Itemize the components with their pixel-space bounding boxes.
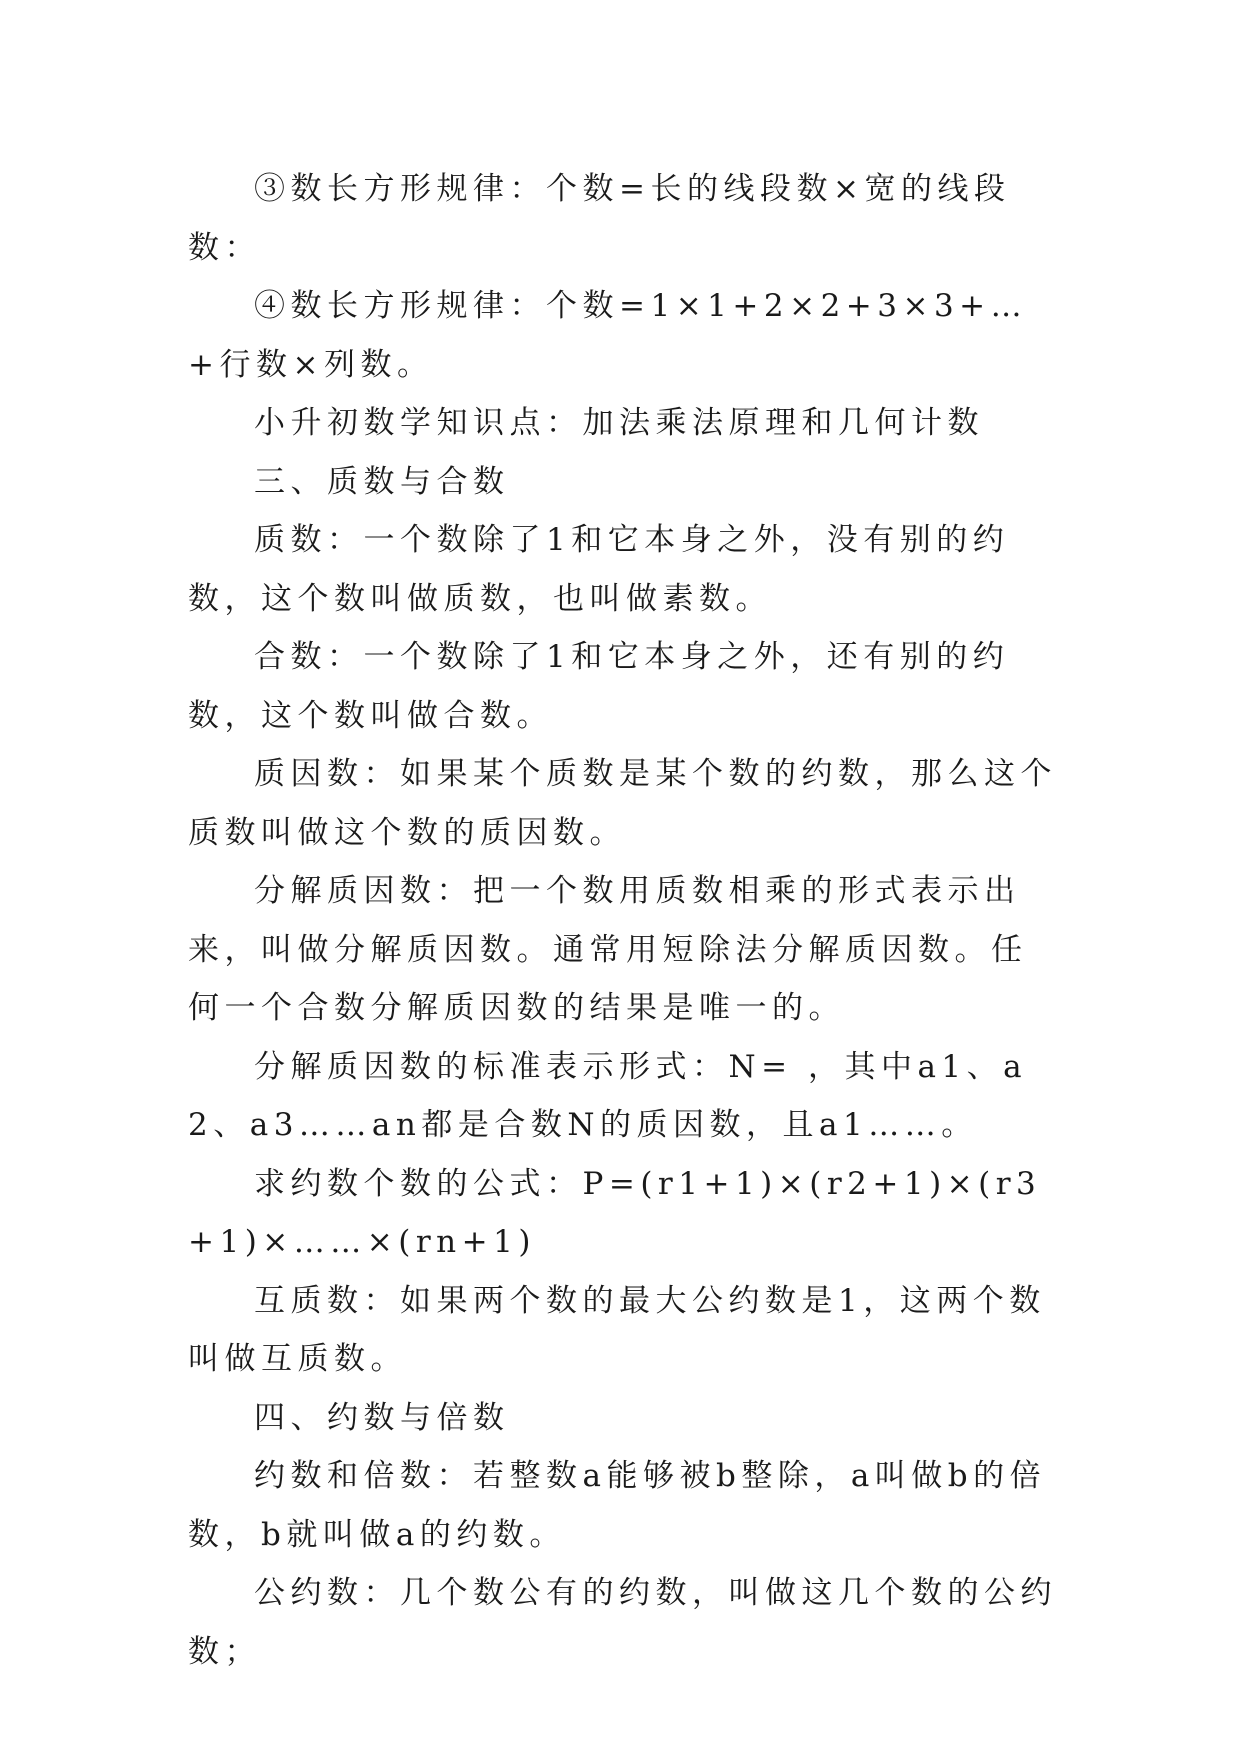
paragraph-factorization: 分解质因数：把一个数用质数相乘的形式表示出来，叫做分解质因数。通常用短除法分解质因数。任何一个合数分解质因数的结果是唯一的。 bbox=[188, 873, 1028, 1026]
paragraph-prime-factor: 质因数：如果某个质数是某个数的约数，那么这个质数叫做这个数的质因数。 bbox=[188, 756, 1057, 851]
document-body bbox=[188, 160, 1058, 1681]
section-heading-divisors-multiples: 四、约数与倍数 bbox=[254, 1399, 510, 1436]
section-heading-prime-composite: 三、质数与合数 bbox=[254, 463, 510, 500]
paragraph-coprime: 互质数：如果两个数的最大公约数是1，这两个数叫做互质数。 bbox=[188, 1282, 1046, 1377]
paragraph-divisor-count-formula: 求约数个数的公式：P=(r1+1)×(r2+1)×(r3+1)×……×(rn+1) bbox=[188, 1165, 1042, 1260]
paragraph-divisor-multiple: 约数和倍数：若整数a能够被b整除，a叫做b的倍数，b就叫做a的约数。 bbox=[188, 1458, 1047, 1553]
paragraph-prime: 质数：一个数除了1和它本身之外，没有别的约数，这个数叫做质数，也叫做素数。 bbox=[188, 522, 1010, 617]
paragraph-standard-form: 分解质因数的标准表示形式：N= ，其中a1、a2、a3……an都是合数N的质因数，且a1……。 bbox=[188, 1048, 1028, 1143]
paragraph-composite: 合数：一个数除了1和它本身之外，还有别的约数，这个数叫做合数。 bbox=[188, 639, 1010, 734]
section-note: 小升初数学知识点：加法乘法原理和几何计数 bbox=[254, 405, 984, 441]
paragraph-rect-rule-4: ④数长方形规律：个数=1×1+2×2+3×3+…+行数×列数。 bbox=[188, 288, 1028, 383]
paragraph-rect-rule-3: ③数长方形规律：个数=长的线段数×宽的线段数： bbox=[188, 171, 1011, 266]
paragraph-common-divisor: 公约数：几个数公有的约数，叫做这几个数的公约数； bbox=[188, 1575, 1057, 1670]
